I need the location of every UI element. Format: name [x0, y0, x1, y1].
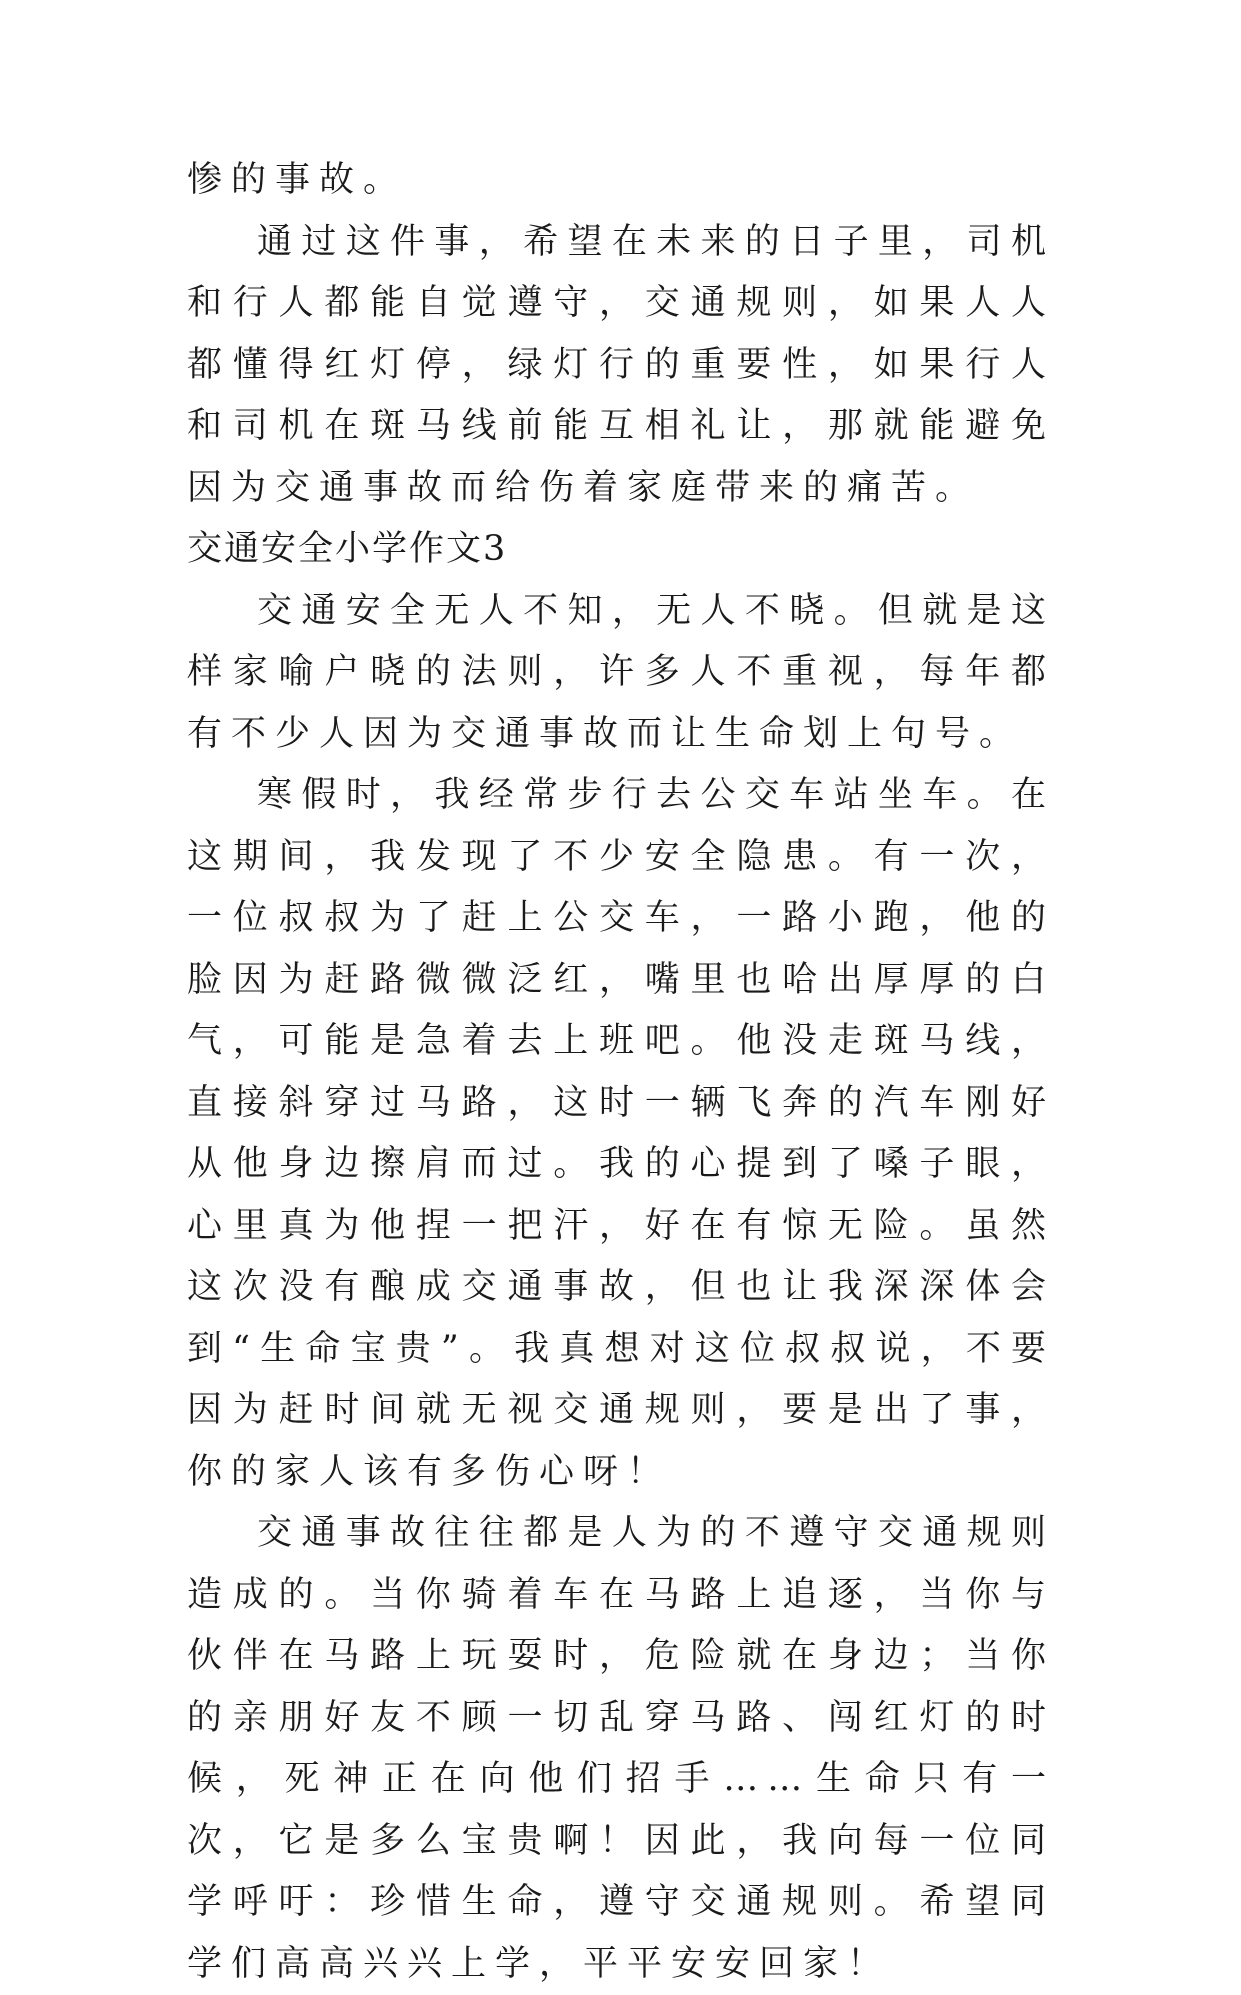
document-page	[187, 150, 1055, 1995]
paragraph-5: 交通事故往往都是人为的不遵守交通规则造成的。当你骑着车在马路上追逐，当你与伙伴在马路上玩耍时，危险就在身边；当你的亲朋好友不顾一切乱穿马路、闯红灯的时候，死神正在向他们招手……生命只有一次，它是多么宝贵啊！因此，我向每一位同学呼吁：珍惜生命，遵守交通规则。希望同学们高高兴兴上学，平平安安回家！	[187, 1513, 1055, 1984]
paragraph-2: 通过这件事，希望在未来的日子里，司机和行人都能自觉遵守，交通规则，如果人人都懂得红灯停，绿灯行的重要性，如果行人和司机在斑马线前能互相礼让，那就能避免因为交通事故而给伤着家庭带来的痛苦。	[187, 221, 1055, 508]
paragraph-3: 交通安全无人不知，无人不晓。但就是这样家喻户晓的法则，许多人不重视，每年都有不少人因为交通事故而让生命划上句号。	[187, 590, 1055, 754]
paragraph-4: 寒假时，我经常步行去公交车站坐车。在这期间，我发现了不少安全隐患。有一次，一位叔叔为了赶上公交车，一路小跑，他的脸因为赶路微微泛红，嘴里也哈出厚厚的白气，可能是急着去上班吧。他没走斑马线，直接斜穿过马路，这时一辆飞奔的汽车刚好从他身边擦肩而过。我的心提到了嗓子眼，心里真为他捏一把汗，好在有惊无险。虽然这次没有酿成交通事故，但也让我深深体会到“生命宝贵”。我真想对这位叔叔说，不要因为赶时间就无视交通规则，要是出了事，你的家人该有多伤心呀！	[187, 775, 1055, 1492]
section-heading: 交通安全小学作文3	[187, 529, 508, 569]
paragraph-1: 惨的事故。	[187, 160, 408, 200]
